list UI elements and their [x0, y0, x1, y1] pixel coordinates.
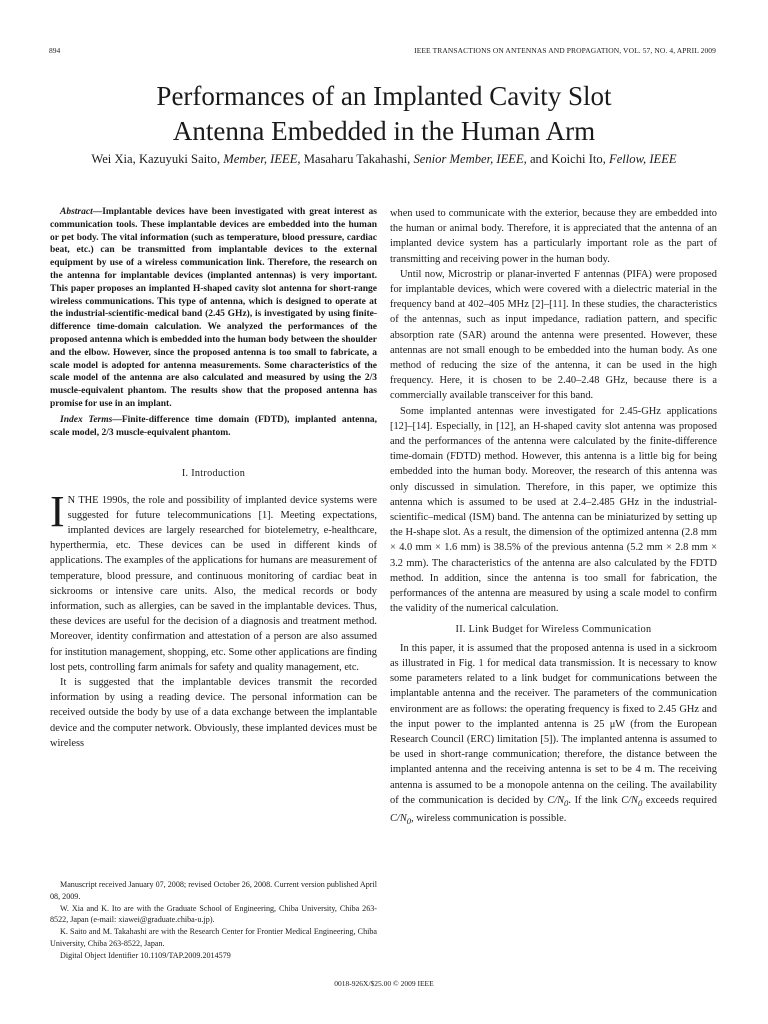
- intro-paragraph-2: It is suggested that the implantable devices transmit the recorded information by using a reading device. The personal information can be received outside the body by use of a data exchange between the implantable device and the computer network. Obviously, these implanted devices must be wireless: [50, 676, 377, 749]
- intro-paragraph-1-text: N THE 1990s, the role and possibility of implanted device systems were suggested for future telecommunications [1]. Meeting expectations, implanted devices are largely researched for biotelemetry, e-healthcare, hyperthermia, etc. These devices can be used in different kinds of applications. The examples of the applications for humans are measurement of temperature, blood pressure, and continuous monitoring of cardiac beat in sickrooms or intensive care units. Also, the medical records or body information, such as allergies, can be saved in the implantable devices. Thus, these devices are useful for the decision of a diagnosis and treatment method. Moreover, identity confirmation and attestation of a person are also assumed for institution management, shopping, etc. Some other applications are finding lost pets, controlling farm animals for safety and quality management, etc.: [50, 494, 377, 673]
- section-heading-link-budget: II. Link Budget for Wireless Communication: [455, 624, 652, 636]
- intro-paragraph-3: Until now, Microstrip or planar-inverted F antennas (PIFA) were proposed for implantable devices, which were covered with a dielectric material in the frequency band at 402–405 MHz [2]–[11]. In these studies, the characteristics of the antennas, such as input impedance, radiation pattern, and specific absorption rate (SAR) around the antenna were presented. However, these antennas are not small enough to be embedded into the human body. As one method of reducing the size of the antenna, it can be used in the high frequency. Here, it is chosen to be 2.40–2.48 GHz, because there is a commercially available transceiver for this band.: [390, 268, 717, 402]
- intro-paragraph-2-continued: when used to communicate with the exterior, because they are embedded into the human or animal body. Therefore, it is appreciated that the antenna of an implanted device system has a particularly important role as the part of transmitting and receiving power in the human body.: [390, 208, 717, 265]
- link-budget-text: In this paper, it is assumed that the proposed antenna is used in a sickroom as illustrated in Fig. 1 for medical data transmission. It is necessary to know some parameters related to a link budget for communications between the implantable antenna and the receiver. The parameters of the communication environment are as follows: the operating frequency is fixed to 2.45 GHz and the input power to the implanted antenna is 25 μW (from the European Research Council (ERC) limitation [5]). The implanted antenna is assumed to be used in short-range communication; therefore, the distance between the implanted antenna and the receiving antenna is set to be 4 m. The receiving antenna is assumed to be a monopole antenna on the ceiling. The availability of the communication is decided by: [390, 642, 717, 806]
- footnotes: [50, 879, 377, 962]
- running-header: [49, 46, 716, 58]
- author-name: Masaharu Takahashi,: [303, 152, 411, 166]
- index-terms-label: Index Terms—: [60, 414, 122, 425]
- index-terms: [50, 414, 377, 440]
- math-expression: C/N: [621, 794, 638, 806]
- link-budget-text: . If the link: [568, 794, 622, 806]
- math-subscript: 0: [637, 797, 643, 808]
- paper-title-line-2: Antenna Embedded in the Human Arm: [172, 116, 596, 146]
- abstract-text: Implantable devices have been investigated with great interest as communication tools. These implantable devices are embedded into the human or pet body. The vital information (such as temperature, blood pressure, cardiac beat, etc.) can be transmitted from implantable devices to the external equipment by use of a wireless communication link. Therefore, the research on the antenna for implantable devices (implanted antennas) is very important. This paper proposes an implanted H-shaped cavity slot antenna for short-range wireless communications. This type of antenna, which is designed to operate at the industrial-scientific-medical band (2.45 GHz), is investigated by using finite-difference time-domain calculation. We analyzed the performances of the proposed antenna which is embedded into the human body between the shoulder and the elbow. However, since the proposed antenna is too small to fabricate, a scale model is adopted for antenna measurements. Some characteristics of the scale model of the antenna are also calculated and measured by using the 2/3 muscle-equivalent phantom. The results show that the proposed antenna has promise for use in an implant.: [50, 207, 377, 409]
- link-budget-text: , wireless communication is possible.: [411, 813, 567, 824]
- left-column: [50, 206, 377, 751]
- footnote-manuscript: Manuscript received January 07, 2008; revised October 26, 2008. Current version published April 08, 2009.: [50, 880, 377, 901]
- math-cn0: [621, 795, 642, 806]
- math-cn0: [390, 813, 412, 827]
- author-membership: Senior Member, IEEE,: [413, 152, 527, 166]
- author-membership: Fellow, IEEE: [609, 152, 677, 166]
- math-subscript: 0: [406, 816, 412, 827]
- drop-cap: I: [50, 486, 65, 536]
- footnote-affiliation-1: W. Xia and K. Ito are with the Graduate School of Engineering, Chiba University, Chiba 263-8522, Japan (e-mail: xiawei@graduate.chiba-u.jp).: [50, 903, 377, 925]
- author-membership: Member, IEEE,: [223, 152, 301, 166]
- author-list: [0, 152, 768, 167]
- abstract-label: Abstract—: [60, 207, 103, 217]
- footnote-affiliation-2: K. Saito and M. Takahashi are with the Research Center for Frontier Medical Engineering, Chiba University, Chiba 263-8522, Japan.: [50, 927, 377, 948]
- section-heading-introduction: I. Introduction: [181, 468, 246, 480]
- math-expression: C/N: [547, 794, 565, 806]
- abstract: [50, 206, 377, 411]
- intro-paragraph-1: [50, 486, 377, 675]
- math-cn0: [547, 795, 568, 806]
- author-name: Kazuyuki Saito,: [138, 152, 221, 166]
- right-column: [390, 206, 717, 829]
- index-terms-text: Finite-difference time domain (FDTD), implanted antenna, scale model, 2/3 muscle-equivalent phantom.: [50, 414, 378, 438]
- link-budget-paragraph-1: [390, 641, 717, 830]
- copyright-notice: 0018-926X/$25.00 © 2009 IEEE: [334, 979, 434, 988]
- math-expression: C/N: [390, 813, 407, 824]
- intro-paragraph-4: Some implanted antennas were investigated for 2.45-GHz applications [12]–[14]. Especially, in [12], an H-shaped cavity slot antenna was proposed and the performances of the antenna were calculated by the finite-difference time-domain (FDTD) method. However, this antenna is a little big for being embedded into the human body. Moreover, the research of this antenna was only discussed in simulation. Therefore, in this paper, we optimize this antenna which is assumed to be used at 2.4–2.485 GHz in the industrial-scientific–medical (ISM) band. The antenna can be miniaturized by setting up the H-shape slot. As a result, the dimension of the optimized antenna (2.8 mm × 4.0 mm × 1.6 mm) is 38.5% of the previous antenna (5.2 mm × 2.8 mm × 3.2 mm). The characteristics of the antenna are also calculated by the FDTD method. In addition, since the antenna is too small for fabrication, the performances of the antenna are measured by using a scale model to confirm the validity of the numerical calculation.: [390, 405, 717, 615]
- link-budget-text: exceeds required: [642, 794, 717, 806]
- journal-citation: IEEE TRANSACTIONS ON ANTENNAS AND PROPAGATION, VOL. 57, NO. 4, APRIL 2009: [414, 46, 716, 55]
- author-name: Wei Xia,: [91, 152, 136, 166]
- author-name: and Koichi Ito,: [529, 152, 606, 166]
- math-subscript: 0: [564, 797, 569, 808]
- paper-title: [0, 79, 768, 149]
- footnote-doi: Digital Object Identifier 10.1109/TAP.2009.2014579: [60, 950, 231, 960]
- paper-title-line-1: Performances of an Implanted Cavity Slot: [156, 81, 612, 111]
- page-number: 894: [49, 46, 61, 55]
